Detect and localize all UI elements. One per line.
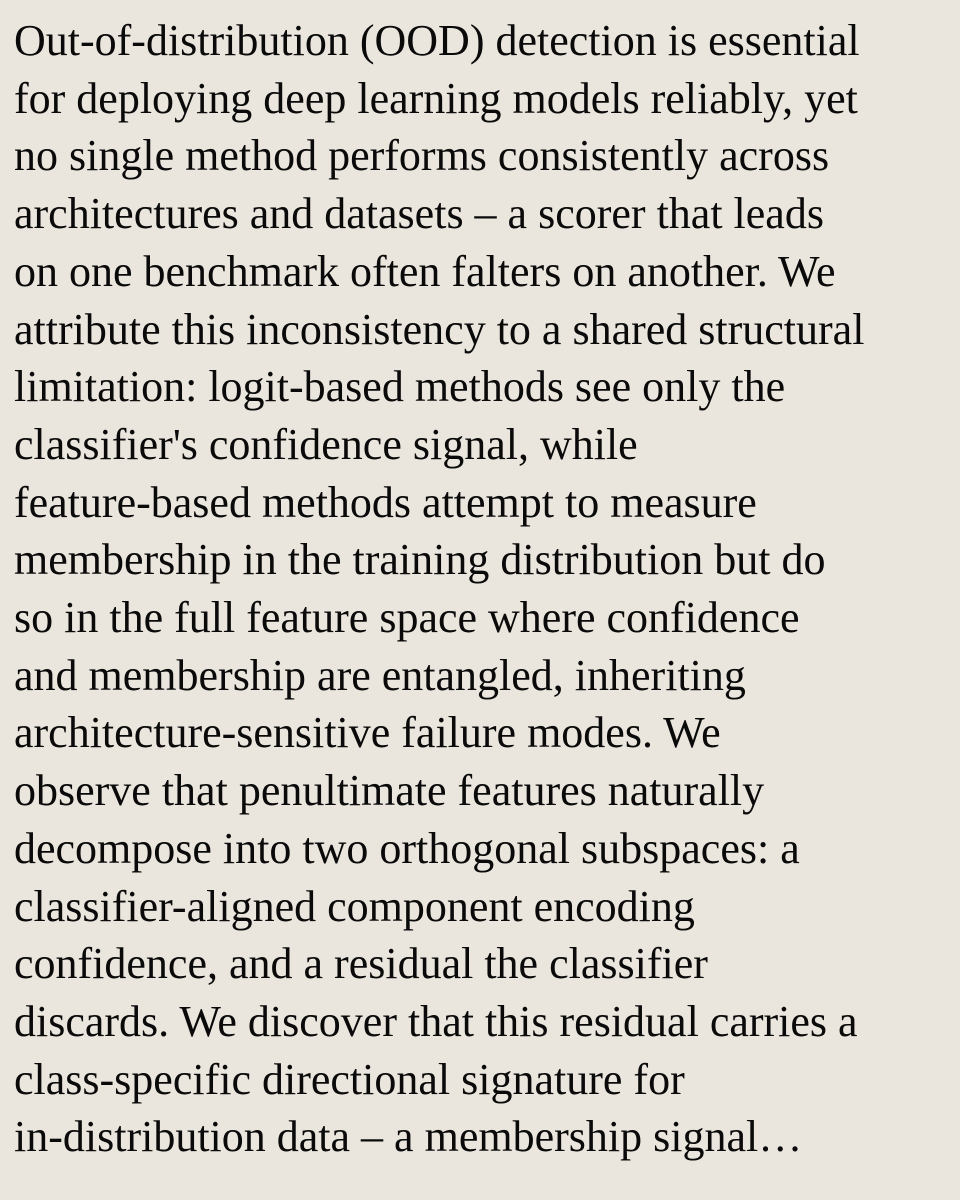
abstract-line: architecture-sensitive failure modes. We <box>14 708 721 758</box>
abstract-line: classifier's confidence signal, while <box>14 419 638 469</box>
abstract-line: observe that penultimate features naturally <box>14 766 765 816</box>
abstract-line: on one benchmark often falters on another. We <box>14 246 836 296</box>
abstract-line: limitation: logit-based methods see only the <box>14 362 786 412</box>
abstract-line: and membership are entangled, inheriting <box>14 650 746 700</box>
abstract-line: for deploying deep learning models reliably, yet <box>14 73 858 123</box>
abstract-line: confidence, and a residual the classifier <box>14 939 708 989</box>
abstract-line: in-distribution data – a membership signal… <box>14 1112 803 1162</box>
abstract-line: membership in the training distribution but do <box>14 535 826 585</box>
abstract-line: decompose into two orthogonal subspaces: a <box>14 823 800 873</box>
abstract-line: classifier-aligned component encoding <box>14 881 695 931</box>
abstract-line: so in the full feature space where confidence <box>14 593 800 643</box>
abstract-line: architectures and datasets – a scorer that leads <box>14 189 824 239</box>
abstract-text <box>14 12 954 1166</box>
abstract-line: Out-of-distribution (OOD) detection is essential <box>14 16 860 65</box>
abstract-line: discards. We discover that this residual carries a <box>14 996 858 1046</box>
abstract-line: attribute this inconsistency to a shared structural <box>14 304 865 354</box>
abstract-line: feature-based methods attempt to measure <box>14 477 757 527</box>
abstract-line: no single method performs consistently across <box>14 131 830 181</box>
abstract-line: class-specific directional signature for <box>14 1054 685 1104</box>
